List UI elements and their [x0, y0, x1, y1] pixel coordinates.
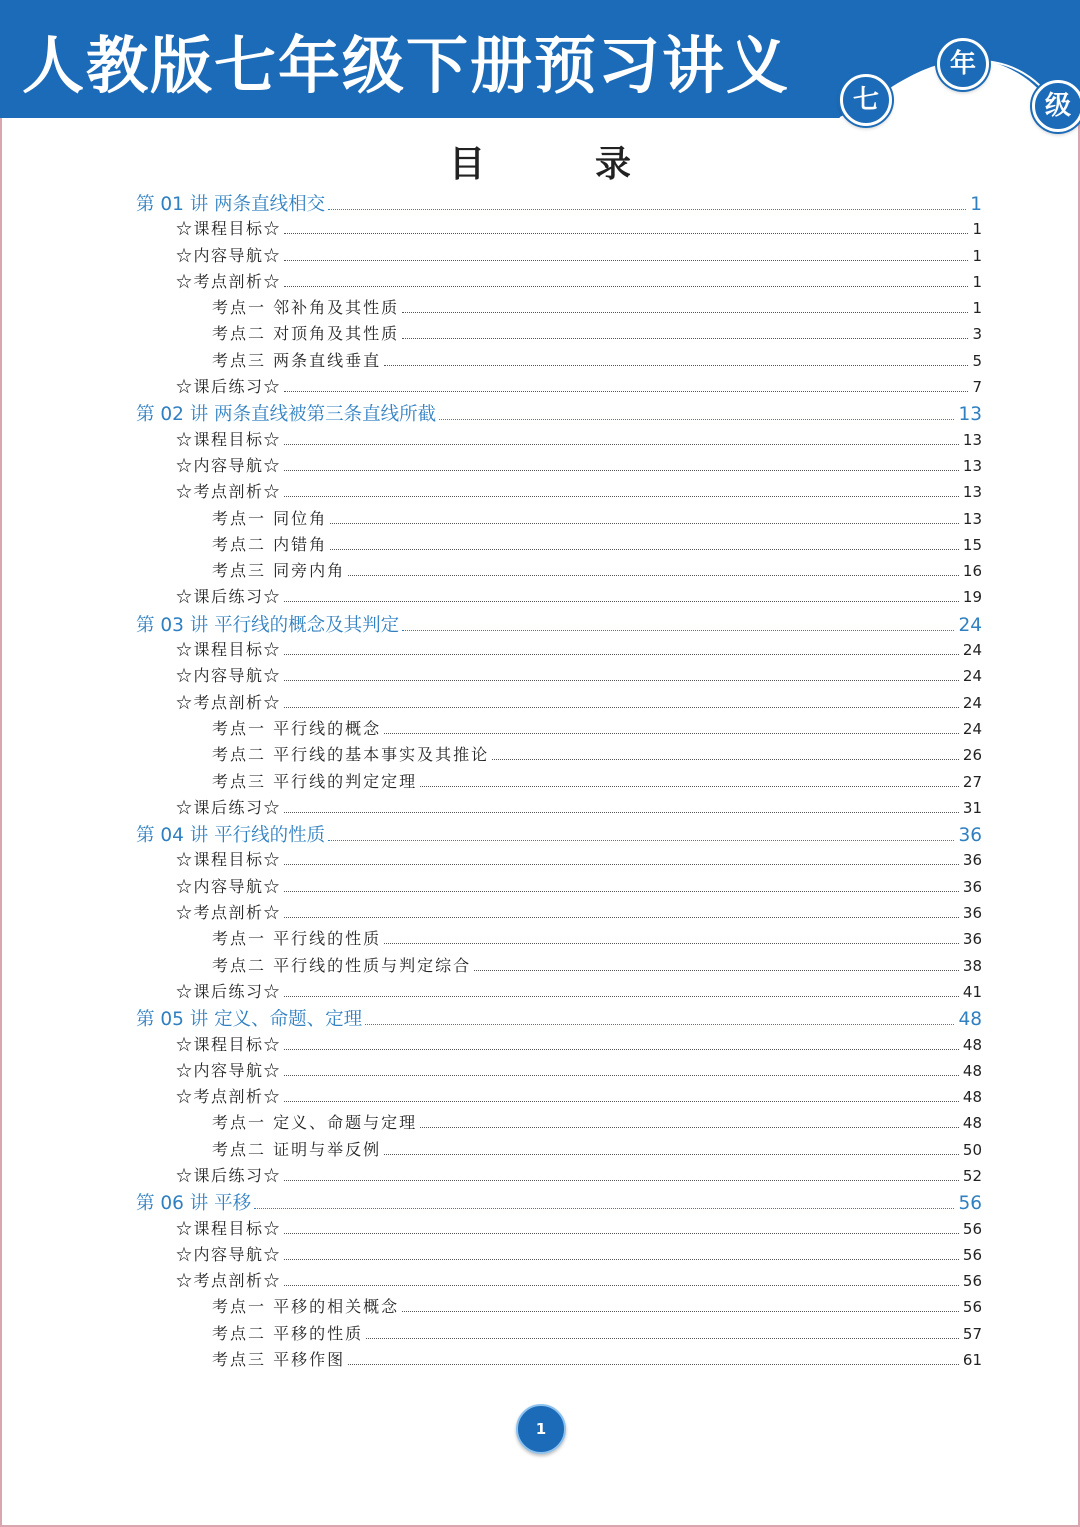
toc-entry-page: 41	[962, 982, 982, 1001]
toc-section-entry[interactable]	[136, 637, 982, 663]
toc-entry-page: 56	[962, 1219, 982, 1238]
toc-chapter-entry[interactable]	[136, 400, 982, 426]
dot-leader	[284, 917, 959, 918]
dot-leader	[254, 1208, 954, 1209]
toc-entry-page: 24	[962, 667, 982, 686]
toc-entry-page: 1	[972, 246, 982, 265]
toc-chapter-entry[interactable]	[136, 190, 982, 216]
toc-entry-title: 考点一 平行线的性质	[212, 929, 382, 949]
dot-leader	[284, 1259, 959, 1260]
dot-leader	[492, 759, 959, 760]
toc-entry-title: 第 05 讲 定义、命题、定理	[136, 1009, 363, 1031]
toc-entry-page: 50	[962, 1140, 982, 1159]
toc-section-entry[interactable]	[136, 427, 982, 453]
toc-entry-page: 13	[962, 509, 982, 528]
toc-entry-title: 考点三 两条直线垂直	[212, 350, 382, 370]
toc-topic-entry[interactable]	[136, 1294, 982, 1320]
toc-topic-entry[interactable]	[136, 321, 982, 347]
toc-entry-title: ☆课程目标☆	[176, 219, 282, 239]
toc-entry-title: ☆内容导航☆	[176, 1244, 282, 1264]
dot-leader	[402, 630, 954, 631]
toc-entry-page: 24	[962, 641, 982, 660]
toc-entry-title: 第 04 讲 平行线的性质	[136, 825, 326, 847]
toc-section-entry[interactable]	[136, 663, 982, 689]
toc-entry-title: 考点二 平行线的性质与判定综合	[212, 955, 472, 975]
toc-topic-entry[interactable]	[136, 558, 982, 584]
dot-leader	[402, 1311, 959, 1312]
toc-section-entry[interactable]	[136, 453, 982, 479]
toc-entry-page: 24	[962, 719, 982, 738]
toc-entry-page: 26	[962, 746, 982, 765]
toc-entry-title: ☆内容导航☆	[176, 666, 282, 686]
toc-entry-page: 36	[962, 877, 982, 896]
toc-topic-entry[interactable]	[136, 1321, 982, 1347]
toc-section-entry[interactable]	[136, 795, 982, 821]
toc-entry-page: 48	[962, 1088, 982, 1107]
toc-entry-title: 第 02 讲 两条直线被第三条直线所截	[136, 404, 437, 426]
toc-section-entry[interactable]	[136, 874, 982, 900]
toc-entry-title: ☆课程目标☆	[176, 1034, 282, 1054]
toc-entry-title: 第 01 讲 两条直线相交	[136, 194, 326, 215]
toc-section-entry[interactable]	[136, 1163, 982, 1189]
toc-entry-page: 15	[962, 535, 982, 554]
toc-topic-entry[interactable]	[136, 953, 982, 979]
toc-entry-title: ☆考点剖析☆	[176, 1087, 282, 1107]
dot-leader	[420, 786, 959, 787]
dot-leader	[284, 1049, 959, 1050]
toc-entry-title: 考点二 平行线的基本事实及其推论	[212, 745, 490, 765]
toc-entry-title: ☆课程目标☆	[176, 429, 282, 449]
toc-section-entry[interactable]	[136, 900, 982, 926]
toc-topic-entry[interactable]	[136, 1110, 982, 1136]
grade-circle-nian: 年	[937, 38, 989, 90]
toc-entry-page: 7	[972, 378, 982, 397]
header-banner	[0, 0, 1080, 140]
toc-entry-page: 19	[962, 588, 982, 607]
toc-entry-title: ☆考点剖析☆	[176, 1271, 282, 1291]
dot-leader	[384, 733, 959, 734]
toc-section-entry[interactable]	[136, 479, 982, 505]
dot-leader	[284, 470, 959, 471]
header-title: 人教版七年级下册预习讲义	[22, 29, 791, 102]
toc-entry-page: 13	[962, 456, 982, 475]
toc-entry-page: 56	[958, 1193, 982, 1215]
toc-entry-title: ☆课后练习☆	[176, 981, 282, 1001]
dot-leader	[284, 391, 968, 392]
dot-leader	[402, 312, 968, 313]
dot-leader	[284, 1075, 959, 1076]
toc-entry-title: 考点一 同位角	[212, 508, 328, 528]
dot-leader	[365, 1024, 954, 1025]
dot-leader	[284, 496, 959, 497]
dot-leader	[330, 523, 959, 524]
dot-leader	[284, 601, 959, 602]
dot-leader	[384, 943, 959, 944]
toc-entry-title: 考点三 平移作图	[212, 1350, 346, 1370]
dot-leader	[439, 419, 954, 420]
dot-leader	[384, 365, 968, 366]
toc-entry-title: ☆内容导航☆	[176, 876, 282, 896]
toc-entry-page: 36	[962, 851, 982, 870]
toc-entry-title: ☆考点剖析☆	[176, 482, 282, 502]
toc-entry-page: 48	[962, 1035, 982, 1054]
toc-entry-page: 36	[958, 825, 982, 847]
toc-entry-title: ☆课程目标☆	[176, 850, 282, 870]
toc-topic-entry[interactable]	[136, 769, 982, 795]
toc-entry-page: 13	[958, 404, 982, 426]
toc-entry-page: 1	[972, 299, 982, 318]
toc-entry-page: 16	[962, 562, 982, 581]
dot-leader	[284, 996, 959, 997]
toc-topic-entry[interactable]	[136, 295, 982, 321]
dot-leader	[348, 1364, 959, 1365]
toc-entry-title: ☆考点剖析☆	[176, 903, 282, 923]
toc-entry-title: 考点三 同旁内角	[212, 561, 346, 581]
toc-section-entry[interactable]	[136, 243, 982, 269]
toc-entry-page: 5	[972, 351, 982, 370]
toc-entry-title: 考点二 内错角	[212, 534, 328, 554]
toc-section-entry[interactable]	[136, 1032, 982, 1058]
toc-entry-page: 56	[962, 1272, 982, 1291]
toc-entry-title: 考点二 对顶角及其性质	[212, 324, 400, 344]
dot-leader	[284, 444, 959, 445]
grade-circle-ji: 级	[1032, 80, 1080, 132]
toc-topic-entry[interactable]	[136, 506, 982, 532]
toc-section-entry[interactable]	[136, 1216, 982, 1242]
dot-leader	[284, 233, 968, 234]
dot-leader	[284, 680, 959, 681]
toc-entry-page: 36	[962, 904, 982, 923]
dot-leader	[284, 1180, 959, 1181]
toc-entry-title: ☆课后练习☆	[176, 797, 282, 817]
toc-entry-page: 24	[958, 614, 982, 636]
toc-entry-page: 56	[962, 1298, 982, 1317]
dot-leader	[284, 1233, 959, 1234]
dot-leader	[384, 1154, 959, 1155]
toc-title: 目录	[448, 143, 741, 185]
toc-section-entry[interactable]	[136, 1058, 982, 1084]
toc-entry-page: 13	[962, 430, 982, 449]
toc-entry-page: 1	[972, 220, 982, 239]
toc-entry-title: ☆课后练习☆	[176, 587, 282, 607]
toc-entry-title: ☆课后练习☆	[176, 377, 282, 397]
dot-leader	[328, 209, 966, 210]
toc-topic-entry[interactable]	[136, 1137, 982, 1163]
toc-section-entry[interactable]	[136, 979, 982, 1005]
toc-entry-page: 13	[962, 483, 982, 502]
dot-leader	[366, 1338, 959, 1339]
toc-entry-page: 48	[958, 1009, 982, 1031]
toc-entry-page: 24	[962, 693, 982, 712]
dot-leader	[284, 1285, 959, 1286]
dot-leader	[284, 812, 959, 813]
dot-leader	[420, 1127, 959, 1128]
toc-entry-page: 61	[962, 1351, 982, 1370]
dot-leader	[330, 549, 959, 550]
toc-topic-entry[interactable]	[136, 926, 982, 952]
toc-entry-page: 56	[962, 1245, 982, 1264]
dot-leader	[284, 260, 968, 261]
toc-section-entry[interactable]	[136, 1242, 982, 1268]
toc-entry-title: ☆内容导航☆	[176, 455, 282, 475]
toc-entry-title: ☆考点剖析☆	[176, 271, 282, 291]
toc-entry-page: 1	[972, 272, 982, 291]
toc-entry-title: 第 06 讲 平移	[136, 1193, 252, 1215]
page-number: 1	[516, 1404, 566, 1454]
dot-leader	[328, 840, 954, 841]
dot-leader	[284, 1101, 959, 1102]
toc-entry-title: 考点一 平行线的概念	[212, 718, 382, 738]
toc-chapter-entry[interactable]	[136, 611, 982, 637]
toc-topic-entry[interactable]	[136, 348, 982, 374]
toc-section-entry[interactable]	[136, 690, 982, 716]
dot-leader	[284, 654, 959, 655]
toc-topic-entry[interactable]	[136, 532, 982, 558]
toc-chapter-entry[interactable]	[136, 1189, 982, 1215]
dot-leader	[284, 286, 968, 287]
toc-entry-title: ☆内容导航☆	[176, 245, 282, 265]
table-of-contents	[136, 190, 982, 1373]
toc-section-entry[interactable]	[136, 216, 982, 242]
toc-entry-title: ☆课程目标☆	[176, 1218, 282, 1238]
toc-section-entry[interactable]	[136, 269, 982, 295]
toc-entry-page: 48	[962, 1061, 982, 1080]
dot-leader	[402, 338, 968, 339]
toc-entry-page: 1	[970, 194, 982, 215]
toc-entry-page: 48	[962, 1114, 982, 1133]
toc-entry-title: 考点二 证明与举反例	[212, 1139, 382, 1159]
toc-section-entry[interactable]	[136, 1084, 982, 1110]
dot-leader	[284, 864, 959, 865]
toc-entry-title: 第 03 讲 平行线的概念及其判定	[136, 614, 400, 636]
toc-entry-page: 3	[972, 325, 982, 344]
dot-leader	[348, 575, 959, 576]
toc-topic-entry[interactable]	[136, 716, 982, 742]
dot-leader	[474, 970, 959, 971]
toc-entry-page: 27	[962, 772, 982, 791]
dot-leader	[284, 707, 959, 708]
toc-section-entry[interactable]	[136, 584, 982, 610]
toc-entry-title: 考点一 邻补角及其性质	[212, 298, 400, 318]
toc-topic-entry[interactable]	[136, 742, 982, 768]
toc-entry-title: ☆课后练习☆	[176, 1165, 282, 1185]
toc-entry-page: 31	[962, 798, 982, 817]
toc-section-entry[interactable]	[136, 1268, 982, 1294]
toc-entry-title: 考点二 平移的性质	[212, 1323, 364, 1343]
toc-entry-page: 52	[962, 1166, 982, 1185]
toc-entry-title: 考点三 平行线的判定定理	[212, 771, 418, 791]
toc-chapter-entry[interactable]	[136, 1005, 982, 1031]
dot-leader	[284, 891, 959, 892]
toc-entry-title: 考点一 定义、命题与定理	[212, 1113, 418, 1133]
toc-entry-title: 考点一 平移的相关概念	[212, 1297, 400, 1317]
grade-circle-qi: 七	[840, 74, 892, 126]
toc-entry-page: 57	[962, 1324, 982, 1343]
toc-entry-page: 36	[962, 930, 982, 949]
toc-section-entry[interactable]	[136, 847, 982, 873]
toc-entry-title: ☆课程目标☆	[176, 640, 282, 660]
toc-topic-entry[interactable]	[136, 1347, 982, 1373]
toc-section-entry[interactable]	[136, 374, 982, 400]
toc-chapter-entry[interactable]	[136, 821, 982, 847]
toc-entry-title: ☆内容导航☆	[176, 1060, 282, 1080]
toc-entry-page: 38	[962, 956, 982, 975]
toc-entry-title: ☆考点剖析☆	[176, 692, 282, 712]
